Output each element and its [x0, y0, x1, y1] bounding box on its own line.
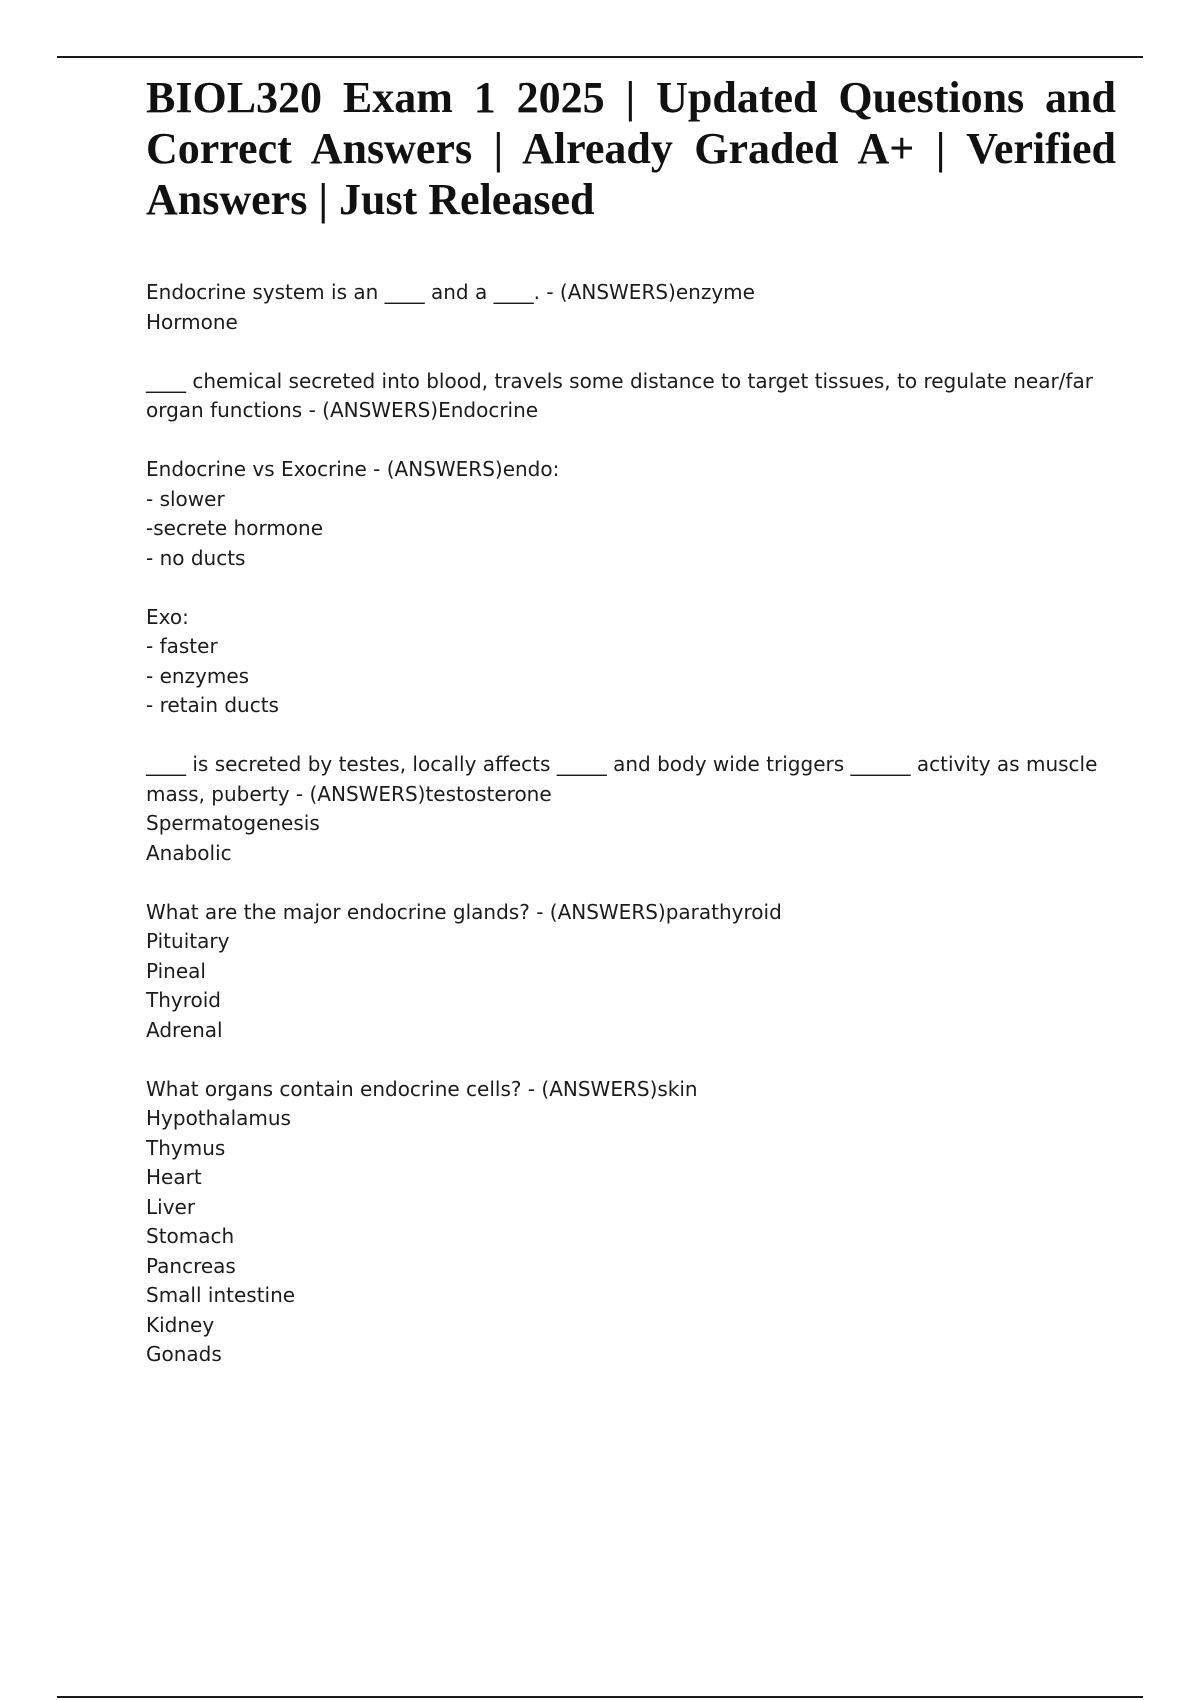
qa-answer-line: Pineal	[146, 958, 206, 983]
qa-item	[146, 278, 1116, 337]
qa-item	[146, 603, 1116, 721]
qa-item	[146, 367, 1116, 426]
qa-question: What organs contain endocrine cells? - (ANSWERS)skin	[146, 1076, 698, 1101]
bottom-divider	[57, 1696, 1143, 1698]
qa-question: Endocrine system is an ____ and a ____. - (ANSWERS)enzyme	[146, 280, 755, 304]
qa-question: ____ chemical secreted into blood, travels some distance to target tissues, to regulate near/far organ functions - (ANSWERS)Endocrine	[146, 368, 1100, 422]
qa-answer-line: Heart	[146, 1165, 202, 1189]
qa-answer-line: Liver	[146, 1194, 196, 1219]
qa-question: Endocrine vs Exocrine - (ANSWERS)endo:	[146, 457, 560, 481]
qa-answer-line: Pancreas	[146, 1253, 236, 1278]
qa-list	[146, 278, 1116, 1370]
qa-item	[146, 1075, 1116, 1370]
qa-answer-line: Stomach	[146, 1224, 235, 1248]
qa-answer-line: Hypothalamus	[146, 1106, 291, 1130]
qa-answer-line: Thyroid	[146, 988, 221, 1012]
qa-answer-line: Pituitary	[146, 929, 230, 953]
qa-answer-line: Anabolic	[146, 840, 232, 865]
document-page	[146, 72, 1116, 1399]
qa-answer-line: Adrenal	[146, 1017, 223, 1042]
qa-answer-line: - no ducts	[146, 545, 246, 570]
qa-answer-line: Small intestine	[146, 1283, 296, 1307]
qa-question: What are the major endocrine glands? - (ANSWERS)parathyroid	[146, 899, 782, 924]
qa-answer-line: Gonads	[146, 1342, 222, 1366]
qa-item	[146, 455, 1116, 573]
qa-answer-line: - retain ducts	[146, 693, 279, 717]
qa-question: ____ is secreted by testes, locally affects _____ and body wide triggers ______ activity as muscle mass, puberty - (ANSWERS)testosterone	[146, 752, 1104, 806]
top-divider	[57, 56, 1143, 58]
qa-item	[146, 898, 1116, 1046]
qa-answer-line: -secrete hormone	[146, 516, 324, 540]
qa-answer-line: - enzymes	[146, 663, 250, 688]
document-title: BIOL320 Exam 1 2025 | Updated Questions and Correct Answers | Already Graded A+ | Verified Answers | Just Released	[146, 73, 1116, 224]
qa-answer-line: - slower	[146, 486, 225, 511]
qa-answer-line: - faster	[146, 634, 218, 658]
qa-answer-line: Kidney	[146, 1312, 215, 1337]
qa-answer-line: Exo:	[146, 604, 189, 629]
qa-answer-line: Hormone	[146, 309, 238, 334]
qa-answer-line: Spermatogenesis	[146, 811, 320, 835]
qa-item	[146, 750, 1116, 868]
qa-answer-line: Thymus	[146, 1135, 226, 1160]
